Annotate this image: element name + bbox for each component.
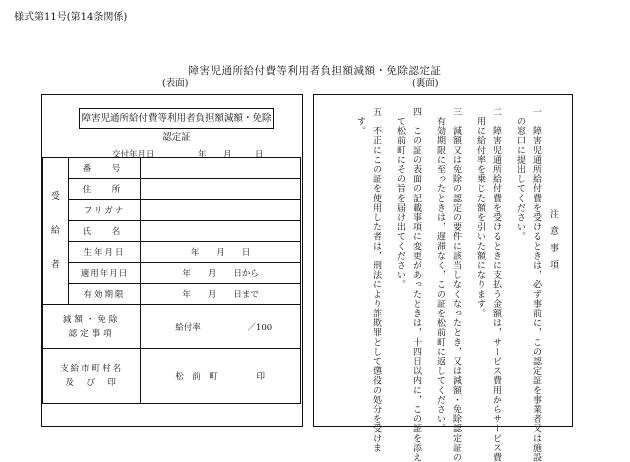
row-label-address: 住 所 bbox=[68, 179, 140, 200]
certificate-front bbox=[41, 94, 303, 427]
note-5-line-2: す。 bbox=[355, 107, 365, 136]
note-4-line-1: 四 この証の表面の記載事項に変更があったときは，十四日以内に，この証を添え bbox=[411, 107, 421, 462]
front-side-label: (表面) bbox=[162, 78, 189, 89]
certificate-table bbox=[42, 157, 301, 404]
note-3-line-2: 有効期限に至ったときは，遅滞なく，この証を松前町に返してください。 bbox=[435, 107, 445, 434]
row-label-name: 氏 名 bbox=[68, 221, 140, 242]
note-5-line-1: 五 不正にこの証を使用した者は，刑法により詐欺罪として懲役の処分を受けま bbox=[371, 107, 381, 453]
municipality-label-line1: 支給市町村名 bbox=[60, 364, 124, 374]
note-2-line-1: 二 障害児通所給付費を受けるときに支払う金額は，サービス費用からサービス費 bbox=[491, 107, 501, 462]
reduction-label-line2: 認定事項 bbox=[68, 328, 115, 339]
issue-date-day: 日 bbox=[255, 150, 264, 160]
row-municipality bbox=[43, 349, 301, 404]
document-title: 障害児通所給付費等利用者負担額減額・免除認定証 bbox=[188, 65, 442, 77]
recipient-group-label: 受 給 者 bbox=[43, 158, 69, 305]
notes-heading: 注意事項 bbox=[548, 209, 558, 277]
municipality-label-line2: 及 び 印 bbox=[65, 378, 118, 388]
note-3-line-1: 三 減額又は免除の認定の要件に該当しなくなったとき，又は減額・免除認定証の bbox=[451, 107, 461, 462]
note-1-line-2: の窓口に提出してください。 bbox=[515, 107, 525, 242]
row-label-number: 番 号 bbox=[68, 158, 140, 179]
row-number bbox=[43, 158, 301, 179]
rate-value: ／100 bbox=[247, 322, 273, 333]
row-value-address[interactable] bbox=[141, 179, 301, 200]
municipality-name: 松 前 町 bbox=[175, 372, 218, 382]
row-label-birthdate: 生年月日 bbox=[68, 242, 140, 263]
row-birthdate bbox=[43, 242, 301, 263]
row-value-name[interactable] bbox=[141, 221, 301, 242]
certificate-title: 障害児通所給付費等利用者負担額減額・免除認定証 bbox=[79, 108, 274, 129]
row-label-expiry: 有効期限 bbox=[68, 284, 140, 305]
rate-label: 給付率 bbox=[175, 322, 201, 333]
row-expiry bbox=[43, 284, 301, 305]
row-value-effective-date[interactable]: 年 月 日から bbox=[141, 263, 301, 284]
municipality-seal: 印 bbox=[256, 372, 265, 382]
form-number: 様式第11号(第14条関係) bbox=[14, 12, 128, 23]
row-label-furigana: フリガナ bbox=[68, 200, 140, 221]
row-value-furigana[interactable] bbox=[141, 200, 301, 221]
row-value-birthdate[interactable]: 年 月 日 bbox=[141, 242, 301, 263]
row-effective-date bbox=[43, 263, 301, 284]
note-1-line-1: 一 障害児通所給付費を受けるときは，必ず事前に，この認定証を事業者又は施設 bbox=[531, 107, 541, 462]
municipality-label bbox=[43, 349, 141, 404]
issue-date-month: 月 bbox=[223, 150, 232, 160]
municipality-value bbox=[141, 349, 301, 404]
row-name bbox=[43, 221, 301, 242]
row-label-effective-date: 適用年月日 bbox=[68, 263, 140, 284]
issue-date-label: 交付年月日 bbox=[112, 150, 155, 160]
reduction-label bbox=[43, 305, 141, 349]
row-value-expiry[interactable]: 年 月 日まで bbox=[141, 284, 301, 305]
row-furigana bbox=[43, 200, 301, 221]
back-side-label: (裏面) bbox=[412, 78, 439, 89]
reduction-label-line1: 減額・免除 bbox=[62, 314, 121, 325]
note-2-line-2: 用に給付率を乗じた額を引いた額になります。 bbox=[475, 107, 485, 319]
certificate-back bbox=[313, 94, 573, 462]
row-address bbox=[43, 179, 301, 200]
row-reduction bbox=[43, 305, 301, 349]
note-4-line-2: て松前町にその旨を届け出てください。 bbox=[395, 107, 405, 290]
row-value-number[interactable] bbox=[141, 158, 301, 179]
reduction-value[interactable] bbox=[141, 305, 301, 349]
issue-date-year: 年 bbox=[198, 150, 207, 160]
